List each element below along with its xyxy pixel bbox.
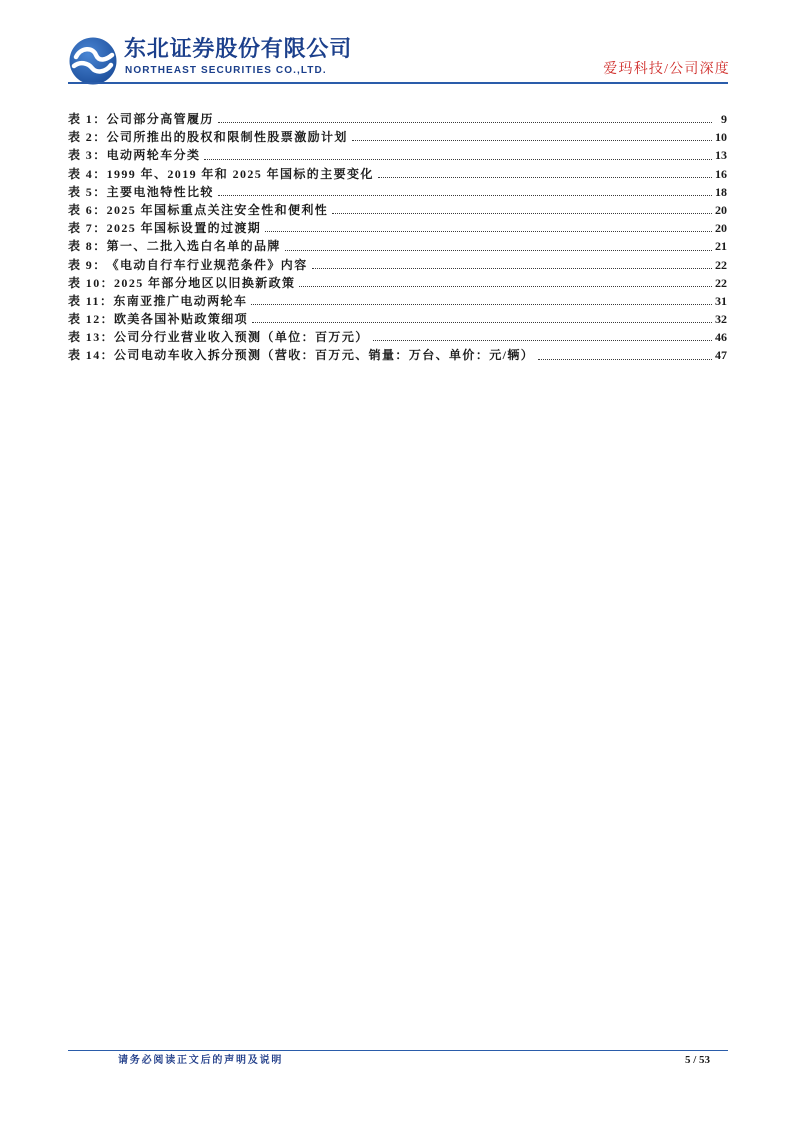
toc-row[interactable] [68,165,727,183]
toc-entry-page: 22 [715,257,727,272]
toc-dot-leader [265,231,712,232]
toc-entry-page: 22 [715,275,727,290]
toc-row[interactable] [68,219,727,237]
toc-dot-leader [373,340,712,341]
toc-entry-page: 18 [715,184,727,199]
toc-entry-label: 表 8： [68,239,107,254]
toc-dot-leader [378,177,712,178]
footer-disclaimer: 请务必阅读正文后的声明及说明 [118,1055,284,1066]
toc-dot-leader [538,359,712,360]
toc-entry-label: 表 5： [68,184,107,199]
toc-entry-title: 2025 年国标设置的过渡期 [106,221,262,236]
page-number: 5 / 53 [684,1054,710,1066]
toc-entry-title: 公司部分高管履历 [106,112,214,126]
header-divider [68,82,728,84]
toc-entry-page: 46 [715,330,727,345]
footer-divider [68,1050,728,1051]
toc-entry-title: 欧美各国补贴政策细项 [114,312,249,327]
toc-entry-label: 表 2： [68,130,107,145]
toc-dot-leader [332,213,712,214]
toc-entry-title: 东南亚推广电动两轮车 [113,293,248,308]
company-name-cn: 东北证券股份有限公司 [124,37,353,62]
toc-row[interactable] [68,183,727,201]
toc-entry-label: 表 4： [68,166,107,181]
report-tag: 爱玛科技/公司深度 [603,62,730,77]
toc-entry-title: 第一、二批入选白名单的品牌 [106,239,281,254]
toc-entry-page: 9 [721,112,727,126]
toc-row[interactable] [68,328,727,346]
toc-entry-title: 1999 年、2019 年和 2025 年国标的主要变化 [106,166,374,181]
toc-row[interactable] [68,256,727,274]
toc-entry-title: 2025 年国标重点关注安全性和便利性 [106,202,329,217]
toc-row[interactable] [68,110,727,128]
toc-entry-label: 表 13： [68,330,115,345]
toc-entry-label: 表 12： [68,312,115,327]
toc-dot-leader [218,122,712,123]
toc-entry-title: 公司所推出的股权和限制性股票激励计划 [106,130,348,145]
toc-entry-title: 《电动自行车行业规范条件》内容 [106,257,308,272]
toc-dot-leader [252,322,712,323]
company-logo-icon [68,36,118,86]
toc-entry-page: 10 [715,130,727,145]
toc-entry-label: 表 9： [68,257,107,272]
toc-entry-title: 公司电动车收入拆分预测（营收：百万元、销量：万台、单价：元/辆） [114,348,535,363]
toc-entry-title: 公司分行业营业收入预测（单位：百万元） [114,330,369,345]
toc-entry-page: 47 [715,348,727,363]
company-name-en: NORTHEAST SECURITIES CO.,LTD. [125,65,327,76]
toc-row[interactable] [68,146,727,164]
toc-dot-leader [285,250,712,251]
toc-row[interactable] [68,201,727,219]
toc-entry-label: 表 7： [68,221,107,236]
toc-row[interactable] [68,292,727,310]
toc-row[interactable] [68,128,727,146]
toc-entry-page: 20 [715,202,727,217]
toc-entry-page: 16 [715,166,727,181]
toc-dot-leader [299,286,712,287]
toc-row[interactable] [68,237,727,255]
toc-entry-label: 表 1： [68,112,107,126]
toc-row[interactable] [68,346,727,364]
toc-entry-title: 主要电池特性比较 [106,184,214,199]
toc-entry-label: 表 14： [68,348,115,363]
toc-entry-title: 2025 年部分地区以旧换新政策 [114,275,296,290]
toc-entry-label: 表 11： [68,293,114,308]
toc-entry-title: 电动两轮车分类 [106,148,201,163]
toc-dot-leader [352,140,712,141]
toc-entry-page: 31 [715,293,727,308]
toc-row[interactable] [68,310,727,328]
toc-dot-leader [204,159,712,160]
toc-entry-label: 表 6： [68,202,107,217]
toc-dot-leader [218,195,712,196]
toc-dot-leader [312,268,712,269]
toc-entry-page: 32 [715,312,727,327]
toc-dot-leader [251,304,712,305]
toc-entry-page: 20 [715,221,727,236]
toc-row[interactable] [68,274,727,292]
toc-entry-label: 表 10： [68,275,115,290]
toc-entry-page: 21 [715,239,727,254]
table-list [68,110,727,365]
toc-entry-page: 13 [715,148,727,163]
toc-entry-label: 表 3： [68,148,107,163]
